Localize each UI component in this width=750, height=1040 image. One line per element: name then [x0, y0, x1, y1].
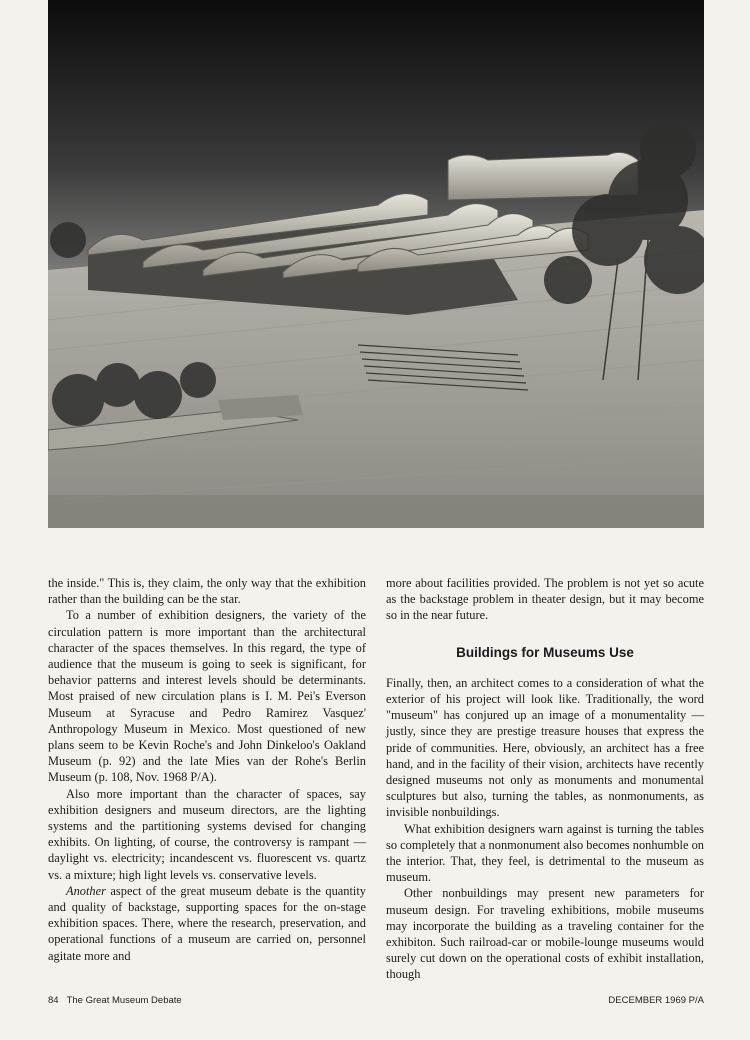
- right-column: [386, 575, 704, 983]
- paragraph-text: aspect of the great museum debate is the quantity and quality of backstage, supporting spaces for the on-stage exhibition spaces. There, where the research, preservation, and operational functions of a museum are carried on, personnel agitate more and: [48, 883, 366, 963]
- paragraph: Also more important than the character of spaces, say exhibition designers and museum directors, are the lighting systems and the partitioning systems devised for changing exhibits. On lighting, of course, the controversy is rampant — daylight vs. electricity; incandescent vs. fluorescent vs. quartz vs. a mixture; high light levels vs. conservative levels.: [48, 786, 366, 882]
- paragraph: Other nonbuildings may present new parameters for museum design. For traveling exhibitions, mobile museums may incorporate the building as a traveling container for the exhibiton. Such railroad-car or mobile-lounge museums would surely cut down on the operational costs of exhibit installation, though: [386, 886, 704, 982]
- architectural-model-photo-icon: [48, 0, 704, 528]
- paragraph: more about facilities provided. The problem is not yet so acute as the backstage problem in theater design, but it may become so in the near future.: [386, 576, 704, 623]
- footer-issue: DECEMBER 1969 P/A: [608, 995, 704, 1006]
- section-heading: Buildings for Museums Use: [456, 644, 634, 660]
- emphasis-text: Another: [66, 883, 106, 898]
- paragraph: Finally, then, an architect comes to a consideration of what the exterior of his project will look like. Traditionally, the word "museum" has conjured up an image of a monumentality — justly, since they are prestige treasure houses that express the pride of communities. Here, obviously, an architect has a free hand, and in the facility of their vision, architects have recently designed museums not only as monuments and monumental sculptures but also, turning the tables, as nonmonuments, as invisible nonbuildings.: [386, 675, 704, 820]
- paragraph: [48, 883, 366, 964]
- paragraph: the inside." This is, they claim, the only way that the exhibition rather than the building can be the star.: [48, 576, 366, 607]
- paragraph: To a number of exhibition designers, the variety of the circulation pattern is more important than the architectural character of the spaces themselves. In this regard, the type of audience that the museum is going to seek is significant, for behavior patterns and interest levels should be determinants. Most praised of new circulation plans is I. M. Pei's Everson Museum at Syracuse and Pedro Ramirez Vasquez' Anthropology Museum in Mexico. Most questioned of new plans seem to be Kevin Roche's and John Dinkeloo's Oakland Museum (p. 92) and the late Mies van der Rohe's Berlin Museum (p. 108, Nov. 1968 P/A).: [48, 608, 366, 785]
- architectural-model-photo: [48, 0, 704, 528]
- paragraph: What exhibition designers warn against is turning the tables so completely that a nonmonument also becomes nonhumble on the interior. That, they feel, is detrimental to the museum as museum.: [386, 821, 704, 885]
- section-title: The Great Museum Debate: [66, 995, 182, 1006]
- left-column: [48, 575, 366, 964]
- page-number: 84: [48, 995, 59, 1006]
